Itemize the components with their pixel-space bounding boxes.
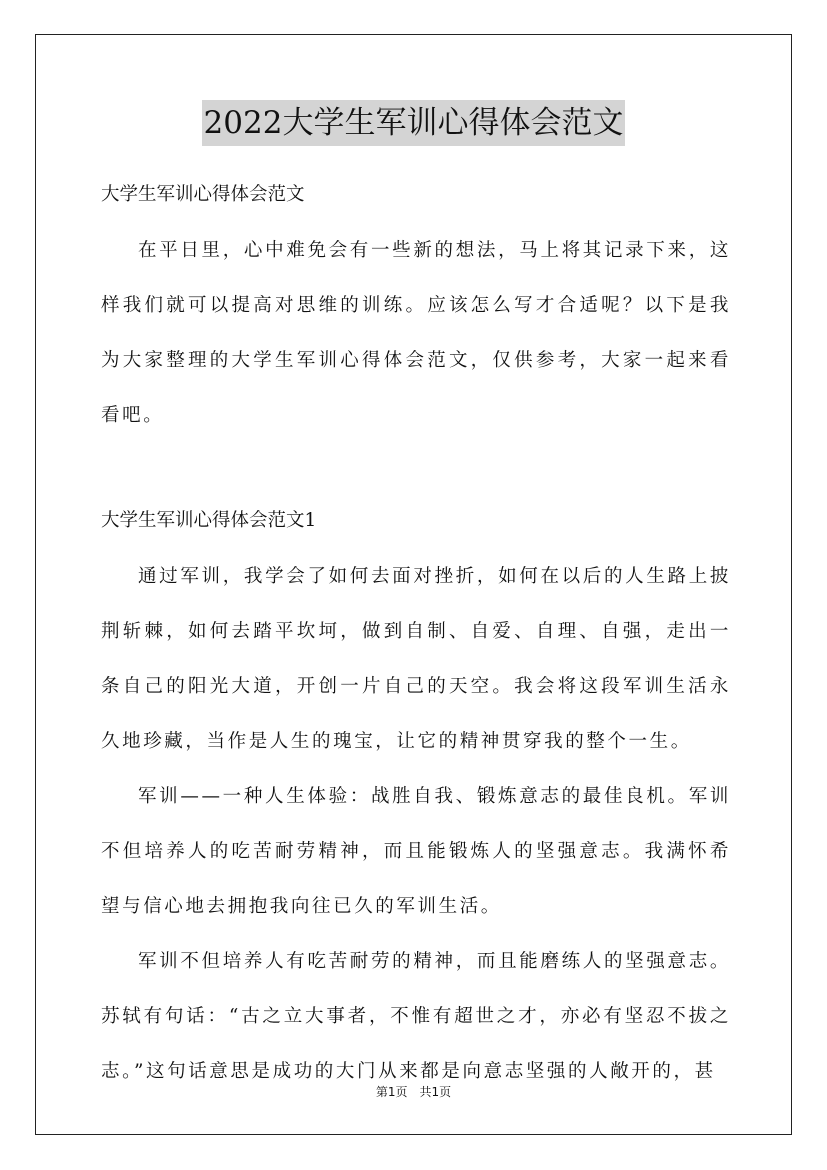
body-paragraph-1: 通过军训，我学会了如何去面对挫折，如何在以后的人生路上披荆斩棘，如何去踏平坎坷，做到自制、自爱、自理、自强，走出一条自己的阳光大道，开创一片自己的天空。我会将这段军训生活永久地珍藏，当作是人生的瑰宝，让它的精神贯穿我的整个一生。 <box>101 566 731 752</box>
body-paragraph-2: 军训——一种人生体验：战胜自我、锻炼意志的最佳良机。军训不但培养人的吃苦耐劳精神，而且能锻炼人的坚强意志。我满怀希望与信心地去拥抱我向往已久的军训生活。 <box>101 786 731 917</box>
section-heading-1: 大学生军训心得体会范文1 <box>101 510 317 531</box>
body-paragraph-3: 军训不但培养人有吃苦耐劳的精神，而且能磨练人的坚强意志。苏轼有句话：“古之立大事者，不惟有超世之才，亦必有坚忍不拔之志。”这句话意思是成功的大门从来都是向意志坚强的人敞开的，甚 <box>101 951 731 1082</box>
intro-paragraph: 在平日里，心中难免会有一些新的想法，马上将其记录下来，这样我们就可以提高对思维的训练。应该怎么写才合适呢？以下是我为大家整理的大学生军训心得体会范文，仅供参考，大家一起来看看吧。 <box>101 240 731 426</box>
document-subtitle: 大学生军训心得体会范文 <box>101 184 305 205</box>
title-container <box>0 100 827 146</box>
document-body <box>101 172 731 1099</box>
page-footer: 第1页 共1页 <box>375 1085 452 1099</box>
document-title: 2022大学生军训心得体会范文 <box>202 100 626 146</box>
